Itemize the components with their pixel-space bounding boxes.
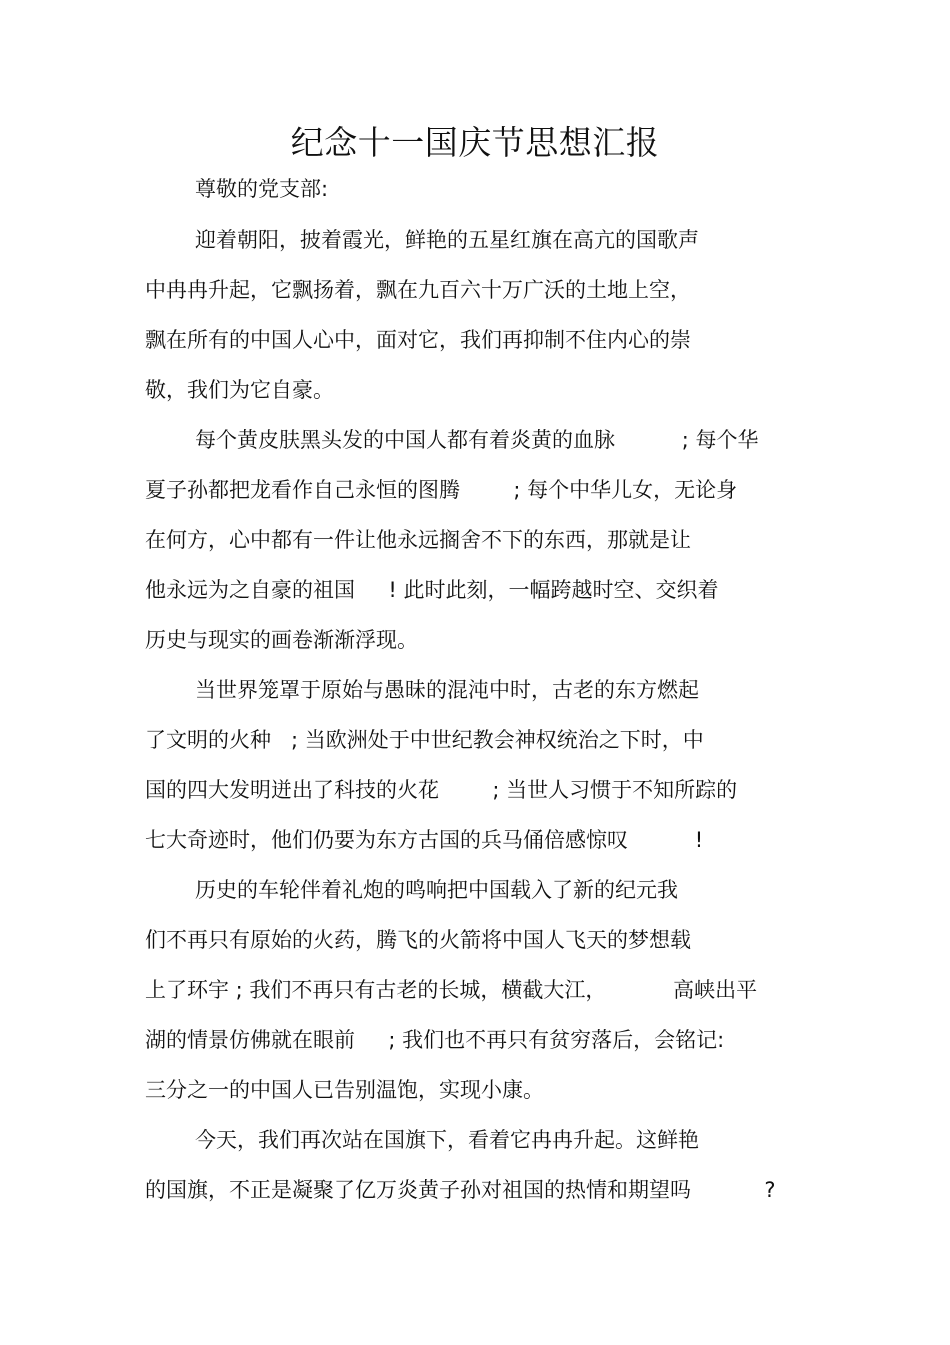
text-line: 湖的情景仿佛就在眼前 ; 我们也不再只有贫穷落后，会铭记: <box>145 1028 725 1052</box>
text-line: 们不再只有原始的火药，腾飞的火箭将中国人飞天的梦想载 <box>145 928 691 952</box>
text-line: 敬，我们为它自豪。 <box>145 378 334 402</box>
text-line: 中冉冉升起，它飘扬着，飘在九百六十万广沃的土地上空， <box>145 278 691 302</box>
text-line: 当世界笼罩于原始与愚昧的混沌中时，古老的东方燃起 <box>195 678 699 702</box>
text-line: 迎着朝阳，披着霞光，鲜艳的五星红旗在高亢的国歌声 <box>195 228 699 252</box>
text-line: 他永远为之自豪的祖国 ! 此时此刻，一幅跨越时空、交织着 <box>145 578 719 602</box>
text-line: 今天，我们再次站在国旗下，看着它冉冉升起。这鲜艳 <box>195 1128 699 1152</box>
text-line: 历史与现实的画卷渐渐浮现。 <box>145 628 418 652</box>
text-line: 国的四大发明迸出了科技的火花 ; 当世人习惯于不知所踪的 <box>145 778 738 802</box>
text-line: 飘在所有的中国人心中，面对它，我们再抑制不住内心的崇 <box>145 328 691 352</box>
text-line: 夏子孙都把龙看作自己永恒的图腾 ; 每个中华儿女，无论身 <box>145 478 738 502</box>
text-line: 历史的车轮伴着礼炮的鸣响把中国载入了新的纪元我 <box>195 878 678 902</box>
text-line: 七大奇迹时，他们仍要为东方古国的兵马俑倍感惊叹 ! <box>145 828 704 852</box>
salutation: 尊敬的党支部: <box>195 177 329 201</box>
text-line: 每个黄皮肤黑头发的中国人都有着炎黄的血脉 ; 每个华 <box>195 428 759 452</box>
document-title: 纪念十一国庆节思想汇报 <box>290 123 660 162</box>
text-line: 在何方，心中都有一件让他永远搁舍不下的东西，那就是让 <box>145 528 691 552</box>
text-line: 三分之一的中国人已告别温饱，实现小康。 <box>145 1078 544 1102</box>
text-line: 上了环宇 ; 我们不再只有古老的长城，横截大江， 高峡出平 <box>145 978 758 1002</box>
text-line: 的国旗，不正是凝聚了亿万炎黄子孙对祖国的热情和期望吗 ? <box>145 1178 776 1202</box>
text-line: 了文明的火种 ; 当欧洲处于中世纪教会神权统治之下时，中 <box>145 728 704 752</box>
